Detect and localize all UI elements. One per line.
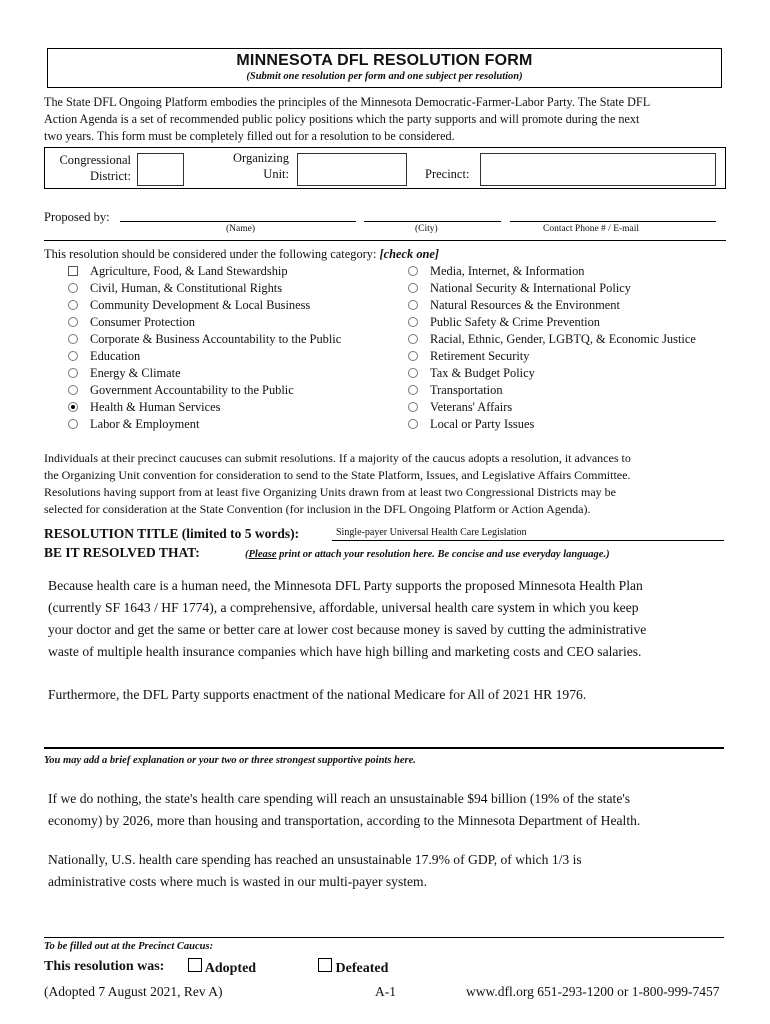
resolution-was-label: This resolution was: xyxy=(44,959,165,974)
contact-caption: Contact Phone # / E-mail xyxy=(543,224,640,234)
divider xyxy=(44,747,724,749)
category-radio[interactable] xyxy=(68,317,78,327)
form-subtitle: (Submit one resolution per form and one subject per resolution) xyxy=(246,71,523,82)
category-option[interactable] xyxy=(408,280,696,297)
category-list-right xyxy=(408,263,696,433)
category-list-left xyxy=(68,263,341,433)
category-option[interactable] xyxy=(408,348,696,365)
category-option[interactable] xyxy=(68,365,341,382)
proposer-city-input[interactable] xyxy=(364,221,501,222)
category-label: Racial, Ethnic, Gender, LGBTQ, & Economic Justice xyxy=(430,332,696,346)
proposed-by-label: Proposed by: xyxy=(44,210,110,224)
organizing-unit-input[interactable] xyxy=(297,153,407,186)
category-option[interactable] xyxy=(68,314,341,331)
category-prompt: This resolution should be considered under the following category: [check one] xyxy=(44,247,440,261)
category-option[interactable] xyxy=(68,348,341,365)
category-label: Community Development & Local Business xyxy=(90,298,311,312)
city-caption: (City) xyxy=(415,224,438,234)
category-radio[interactable] xyxy=(68,351,78,361)
category-label: Government Accountability to the Public xyxy=(90,383,294,397)
defeated-option[interactable] xyxy=(318,958,388,977)
category-radio[interactable] xyxy=(68,300,78,310)
explanation-prompt: You may add a brief explanation or your two or three strongest supportive points here. xyxy=(44,755,416,766)
divider xyxy=(44,937,724,938)
category-radio[interactable] xyxy=(408,419,418,429)
adopted-label: Adopted xyxy=(204,961,257,976)
category-option[interactable] xyxy=(408,399,696,416)
divider xyxy=(44,240,726,241)
category-radio[interactable] xyxy=(408,368,418,378)
resolution-title-value[interactable]: Single-payer Universal Health Care Legislation xyxy=(336,527,527,538)
category-option[interactable] xyxy=(408,365,696,382)
explanation-body[interactable]: If we do nothing, the state's health care spending will reach an unsustainable $94 billion (19% of the state's economy) by 2026, more than housing and transportation, according to the Minnesota Department of Health. Nationally, U.S. health care spending has reached an unsustainable 17.9% of GDP, of which 1/3 is administrative costs where much is wasted in our multi-payer system. xyxy=(48,791,641,889)
category-option[interactable] xyxy=(68,263,341,280)
category-label: Tax & Budget Policy xyxy=(430,366,535,380)
category-radio[interactable] xyxy=(408,300,418,310)
category-label: Labor & Employment xyxy=(90,417,200,431)
category-option[interactable] xyxy=(68,399,341,416)
proposer-name-input[interactable] xyxy=(120,221,356,222)
category-radio[interactable] xyxy=(408,385,418,395)
category-option[interactable] xyxy=(408,416,696,433)
congressional-district-label: Congressional District: xyxy=(59,153,131,183)
revision-note: (Adopted 7 August 2021, Rev A) xyxy=(44,984,223,999)
category-option[interactable] xyxy=(68,297,341,314)
resolution-body[interactable]: Because health care is a human need, the Minnesota DFL Party supports the proposed Minnesota Health Plan (currently SF 1643 / HF 1774), a comprehensive, affordable, universal health care system in which you keep your doctor and get the same or better care at lower cost because money is saved by cutting the administrative waste of multiple health insurance companies which have high billing and marketing costs and CEO salaries. Furthermore, the DFL Party supports enactment of the national Medicare for All of 2021 HR 1976. xyxy=(48,578,647,702)
category-option[interactable] xyxy=(68,382,341,399)
category-radio[interactable] xyxy=(68,419,78,429)
form-title: MINNESOTA DFL RESOLUTION FORM xyxy=(236,52,533,69)
category-label: National Security & International Policy xyxy=(430,281,631,295)
name-caption: (Name) xyxy=(226,224,256,234)
resolved-hint: (Please print or attach your resolution here. Be concise and use everyday language.) xyxy=(245,549,610,560)
precinct-label: Precinct: xyxy=(425,167,470,181)
category-label: Local or Party Issues xyxy=(430,417,535,431)
category-option[interactable] xyxy=(408,297,696,314)
resolution-title-line xyxy=(332,540,724,541)
category-label: Veterans' Affairs xyxy=(430,400,513,414)
proposer-contact-input[interactable] xyxy=(510,221,716,222)
category-option[interactable] xyxy=(408,331,696,348)
category-option[interactable] xyxy=(408,382,696,399)
category-radio[interactable] xyxy=(408,266,418,276)
intro-paragraph: The State DFL Ongoing Platform embodies the principles of the Minnesota Democratic-Farmer-Labor Party. The State DFL Action Agenda is a set of recommended public policy positions which the party supports and will promote during the next two years. This form must be completely filled out for a resolution to be considered. xyxy=(44,95,651,143)
category-label: Health & Human Services xyxy=(90,400,221,414)
category-checkbox[interactable] xyxy=(68,266,78,276)
category-label: Civil, Human, & Constitutional Rights xyxy=(90,281,283,295)
category-radio[interactable] xyxy=(408,351,418,361)
organizing-unit-label: Organizing Unit: xyxy=(232,151,289,181)
category-radio[interactable] xyxy=(68,283,78,293)
process-paragraph: Individuals at their precinct caucuses can submit resolutions. If a majority of the caucus adopts a resolution, it advances to the Organizing Unit convention for consideration to send to the State Platform, Issues, and Legislative Affairs Committee. Resolutions having support from at least five Organizing Units drawn from at least two Congressional Districts may be selected for consideration at the State Convention (for inclusion in the DFL Ongoing Platform or Action Agenda). xyxy=(44,451,631,516)
category-radio[interactable] xyxy=(408,283,418,293)
category-radio[interactable] xyxy=(68,385,78,395)
defeated-label: Defeated xyxy=(335,961,389,976)
category-radio[interactable] xyxy=(68,368,78,378)
category-label: Transportation xyxy=(430,383,503,397)
be-it-resolved-label: BE IT RESOLVED THAT: xyxy=(44,545,200,560)
congressional-district-input[interactable] xyxy=(137,153,184,186)
resolution-title-label: RESOLUTION TITLE (limited to 5 words): xyxy=(44,526,300,541)
category-radio[interactable] xyxy=(68,402,78,412)
category-option[interactable] xyxy=(68,416,341,433)
form-title-box xyxy=(47,48,722,88)
defeated-checkbox[interactable] xyxy=(318,958,332,972)
adopted-checkbox[interactable] xyxy=(188,958,202,972)
category-label: Agriculture, Food, & Land Stewardship xyxy=(90,264,288,278)
category-label: Education xyxy=(90,349,141,363)
category-label: Media, Internet, & Information xyxy=(430,264,585,278)
category-radio[interactable] xyxy=(408,334,418,344)
category-option[interactable] xyxy=(68,280,341,297)
category-label: Corporate & Business Accountability to the Public xyxy=(90,332,342,346)
category-option[interactable] xyxy=(408,314,696,331)
page-number: A-1 xyxy=(375,984,396,999)
category-radio[interactable] xyxy=(68,334,78,344)
location-fields-box xyxy=(44,147,726,189)
caucus-label: To be filled out at the Precinct Caucus: xyxy=(44,941,214,952)
contact-info: www.dfl.org 651-293-1200 or 1-800-999-7457 xyxy=(466,984,720,999)
category-label: Natural Resources & the Environment xyxy=(430,298,620,312)
category-radio[interactable] xyxy=(408,317,418,327)
category-label: Energy & Climate xyxy=(90,366,181,380)
category-label: Consumer Protection xyxy=(90,315,195,329)
category-label: Public Safety & Crime Prevention xyxy=(430,315,601,329)
precinct-input[interactable] xyxy=(480,153,716,186)
category-radio[interactable] xyxy=(408,402,418,412)
category-label: Retirement Security xyxy=(430,349,530,363)
category-option[interactable] xyxy=(68,331,341,348)
category-option[interactable] xyxy=(408,263,696,280)
adopted-option[interactable] xyxy=(188,958,256,977)
